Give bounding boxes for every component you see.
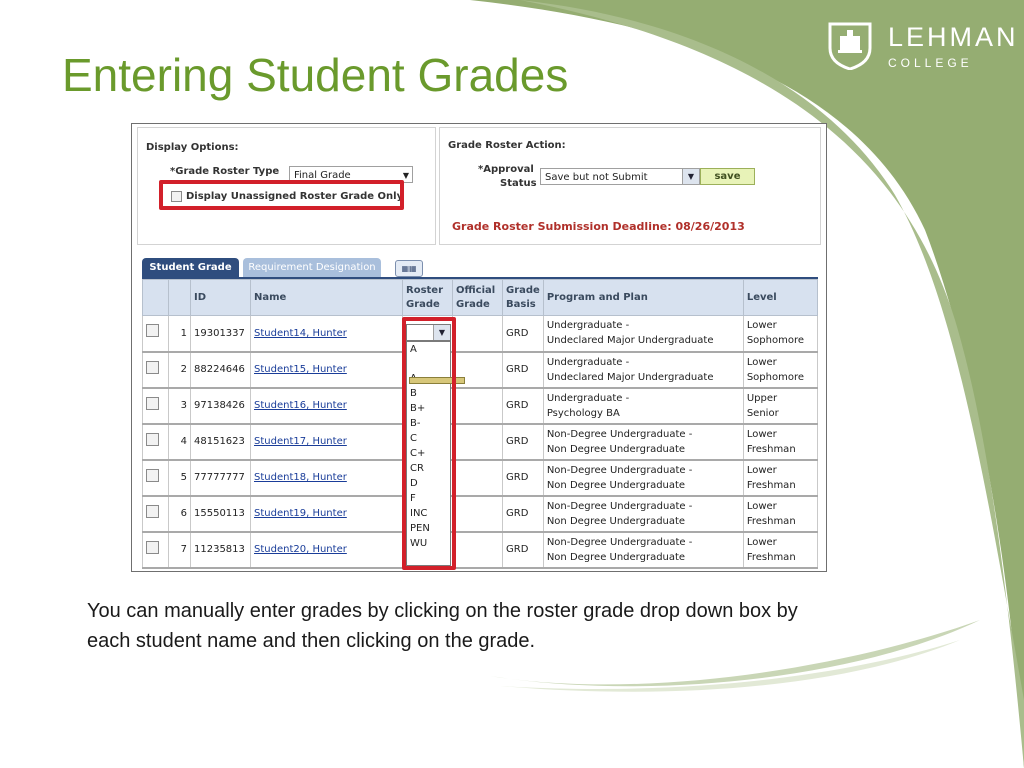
col-header-official-grade[interactable]: Official Grade bbox=[453, 280, 503, 316]
program: Undergraduate - bbox=[546, 356, 630, 368]
grade-basis: GRD bbox=[503, 316, 544, 352]
row-select-cell[interactable] bbox=[143, 532, 169, 568]
grade-basis: GRD bbox=[503, 460, 544, 496]
student-name-link[interactable]: Student17, Hunter bbox=[254, 436, 347, 447]
chevron-down-icon: ▼ bbox=[433, 325, 450, 340]
grade-option[interactable]: D bbox=[410, 478, 418, 489]
student-name-link[interactable]: Student16, Hunter bbox=[254, 400, 347, 411]
roster-type-label: *Grade Roster Type bbox=[170, 166, 280, 177]
row-number: 6 bbox=[169, 496, 191, 532]
grade-option[interactable]: B+ bbox=[410, 403, 426, 414]
row-checkbox[interactable] bbox=[146, 433, 159, 446]
table-row bbox=[143, 424, 818, 460]
official-grade-cell bbox=[453, 424, 503, 460]
grade-option[interactable]: A bbox=[410, 344, 417, 355]
logo-name: LEHMAN bbox=[888, 22, 1019, 52]
grade-option[interactable]: F bbox=[410, 493, 416, 504]
level-2: Freshman bbox=[746, 551, 796, 563]
highlight-box-unassigned bbox=[159, 180, 404, 210]
official-grade-cell bbox=[453, 460, 503, 496]
level-cell bbox=[743, 424, 817, 460]
lehman-logo bbox=[826, 18, 1019, 74]
student-name-link[interactable]: Student19, Hunter bbox=[254, 508, 347, 519]
roster-action-heading: Grade Roster Action: bbox=[448, 140, 566, 151]
student-id: 77777777 bbox=[191, 460, 251, 496]
program-plan-cell bbox=[543, 316, 743, 352]
level-2: Senior bbox=[746, 407, 779, 419]
highlight-box-roster-grade bbox=[402, 317, 456, 570]
approval-status-select[interactable] bbox=[540, 168, 700, 185]
col-header-program-plan[interactable]: Program and Plan bbox=[543, 280, 743, 316]
grade-roster-table bbox=[142, 279, 818, 569]
plan: Non Degree Undergraduate bbox=[546, 443, 686, 455]
student-id: 11235813 bbox=[191, 532, 251, 568]
row-checkbox[interactable] bbox=[146, 324, 159, 337]
grid-icon[interactable]: ▦▦ bbox=[395, 260, 423, 277]
level-1: Lower bbox=[746, 536, 777, 548]
table-row bbox=[143, 496, 818, 532]
level-2: Freshman bbox=[746, 443, 796, 455]
grade-roster-screenshot bbox=[131, 123, 827, 572]
grade-option[interactable]: CR bbox=[410, 463, 424, 474]
plan: Psychology BA bbox=[546, 407, 620, 419]
grade-basis: GRD bbox=[503, 388, 544, 424]
student-id: 97138426 bbox=[191, 388, 251, 424]
student-name-link[interactable]: Student15, Hunter bbox=[254, 364, 347, 375]
official-grade-cell bbox=[453, 388, 503, 424]
plan: Undeclared Major Undergraduate bbox=[546, 335, 714, 347]
chevron-down-icon: ▼ bbox=[682, 169, 699, 184]
level-1: Lower bbox=[746, 428, 777, 440]
col-header-select bbox=[143, 280, 169, 316]
grade-basis: GRD bbox=[503, 424, 544, 460]
program: Undergraduate - bbox=[546, 320, 630, 332]
row-number: 4 bbox=[169, 424, 191, 460]
plan: Non Degree Undergraduate bbox=[546, 479, 686, 491]
program: Undergraduate - bbox=[546, 392, 630, 404]
table-row bbox=[143, 460, 818, 496]
student-name-cell bbox=[251, 316, 403, 352]
level-cell bbox=[743, 532, 817, 568]
level-cell bbox=[743, 460, 817, 496]
program-plan-cell bbox=[543, 460, 743, 496]
level-2: Sophomore bbox=[746, 371, 805, 383]
row-select-cell[interactable] bbox=[143, 496, 169, 532]
program: Non-Degree Undergraduate - bbox=[546, 464, 693, 476]
col-header-name[interactable]: Name bbox=[251, 280, 403, 316]
student-name-cell bbox=[251, 424, 403, 460]
level-1: Lower bbox=[746, 320, 777, 332]
row-number: 1 bbox=[169, 316, 191, 352]
chevron-down-icon: ▼ bbox=[402, 171, 409, 180]
col-header-level[interactable]: Level bbox=[743, 280, 817, 316]
row-select-cell[interactable] bbox=[143, 424, 169, 460]
level-1: Lower bbox=[746, 464, 777, 476]
table-row bbox=[143, 532, 818, 568]
tab-student-grade[interactable]: Student Grade bbox=[142, 258, 239, 277]
level-2: Sophomore bbox=[746, 335, 805, 347]
plan: Undeclared Major Undergraduate bbox=[546, 371, 714, 383]
student-name-link[interactable]: Student18, Hunter bbox=[254, 472, 347, 483]
student-id: 19301337 bbox=[191, 316, 251, 352]
display-options-heading: Display Options: bbox=[146, 142, 239, 153]
student-name-cell bbox=[251, 496, 403, 532]
row-number: 3 bbox=[169, 388, 191, 424]
student-name-cell bbox=[251, 352, 403, 388]
grade-option[interactable]: B bbox=[410, 388, 417, 399]
level-cell bbox=[743, 388, 817, 424]
row-checkbox[interactable] bbox=[146, 541, 159, 554]
program: Non-Degree Undergraduate - bbox=[546, 536, 693, 548]
level-2: Freshman bbox=[746, 515, 796, 527]
program-plan-cell bbox=[543, 388, 743, 424]
row-select-cell[interactable] bbox=[143, 352, 169, 388]
grade-option[interactable]: C bbox=[410, 433, 417, 444]
instruction-caption: You can manually enter grades by clicking on the roster grade drop down box by each student name and then clicking on the grade. bbox=[87, 600, 798, 652]
row-checkbox[interactable] bbox=[146, 469, 159, 482]
roster-type-value: Final Grade bbox=[294, 170, 351, 181]
grade-basis: GRD bbox=[503, 532, 544, 568]
level-cell bbox=[743, 352, 817, 388]
slide-title: Entering Student Grades bbox=[62, 49, 569, 101]
grade-option[interactable]: C+ bbox=[410, 448, 426, 459]
row-select-cell[interactable] bbox=[143, 460, 169, 496]
unassigned-label: Display Unassigned Roster Grade Only bbox=[186, 191, 404, 202]
program: Non-Degree Undergraduate - bbox=[546, 500, 693, 512]
level-1: Upper bbox=[746, 392, 778, 404]
status-label: Status bbox=[500, 178, 537, 189]
row-select-cell[interactable] bbox=[143, 316, 169, 352]
table-row bbox=[143, 316, 818, 352]
plan: Non Degree Undergraduate bbox=[546, 551, 686, 563]
row-number: 2 bbox=[169, 352, 191, 388]
col-header-roster-grade[interactable]: Roster Grade bbox=[403, 280, 453, 316]
grade-option[interactable]: B- bbox=[410, 418, 421, 429]
table-header-row bbox=[143, 280, 818, 316]
program-plan-cell bbox=[543, 496, 743, 532]
official-grade-cell bbox=[453, 496, 503, 532]
row-number: 5 bbox=[169, 460, 191, 496]
level-1: Lower bbox=[746, 356, 777, 368]
program-plan-cell bbox=[543, 532, 743, 568]
col-header-grade-basis[interactable]: Grade Basis bbox=[503, 280, 544, 316]
level-2: Freshman bbox=[746, 479, 796, 491]
row-checkbox[interactable] bbox=[146, 397, 159, 410]
level-1: Lower bbox=[746, 500, 777, 512]
logo-subtitle: COLLEGE bbox=[888, 56, 973, 70]
grade-option[interactable]: INC bbox=[410, 508, 428, 519]
row-select-cell[interactable] bbox=[143, 388, 169, 424]
submission-deadline: Grade Roster Submission Deadline: 08/26/2013 bbox=[452, 220, 745, 233]
grade-basis: GRD bbox=[503, 496, 544, 532]
plan: Non Degree Undergraduate bbox=[546, 515, 686, 527]
program-plan-cell bbox=[543, 352, 743, 388]
student-name-link[interactable]: Student20, Hunter bbox=[254, 544, 347, 555]
save-button[interactable]: save bbox=[700, 168, 755, 185]
student-name-link[interactable]: Student14, Hunter bbox=[254, 327, 347, 339]
student-name-cell bbox=[251, 532, 403, 568]
level-cell bbox=[743, 496, 817, 532]
row-number: 7 bbox=[169, 532, 191, 568]
grade-option[interactable]: PEN bbox=[410, 523, 430, 534]
tab-requirement-designation[interactable]: Requirement Designation bbox=[243, 258, 381, 277]
level-cell bbox=[743, 316, 817, 352]
table-row bbox=[143, 352, 818, 388]
row-checkbox[interactable] bbox=[146, 361, 159, 374]
grade-basis: GRD bbox=[503, 352, 544, 388]
col-header-id[interactable]: ID bbox=[191, 280, 251, 316]
approval-label: *Approval bbox=[478, 164, 534, 175]
college-crest-icon bbox=[826, 18, 874, 70]
student-id: 48151623 bbox=[191, 424, 251, 460]
table-row bbox=[143, 388, 818, 424]
program: Non-Degree Undergraduate - bbox=[546, 428, 693, 440]
approval-status-value: Save but not Submit bbox=[545, 172, 648, 183]
official-grade-cell bbox=[453, 532, 503, 568]
col-header-num bbox=[169, 280, 191, 316]
student-name-cell bbox=[251, 460, 403, 496]
student-name-cell bbox=[251, 388, 403, 424]
grade-option[interactable]: WU bbox=[410, 538, 428, 549]
official-grade-cell bbox=[453, 316, 503, 352]
student-id: 15550113 bbox=[191, 496, 251, 532]
row-checkbox[interactable] bbox=[146, 505, 159, 518]
program-plan-cell bbox=[543, 424, 743, 460]
student-id: 88224646 bbox=[191, 352, 251, 388]
